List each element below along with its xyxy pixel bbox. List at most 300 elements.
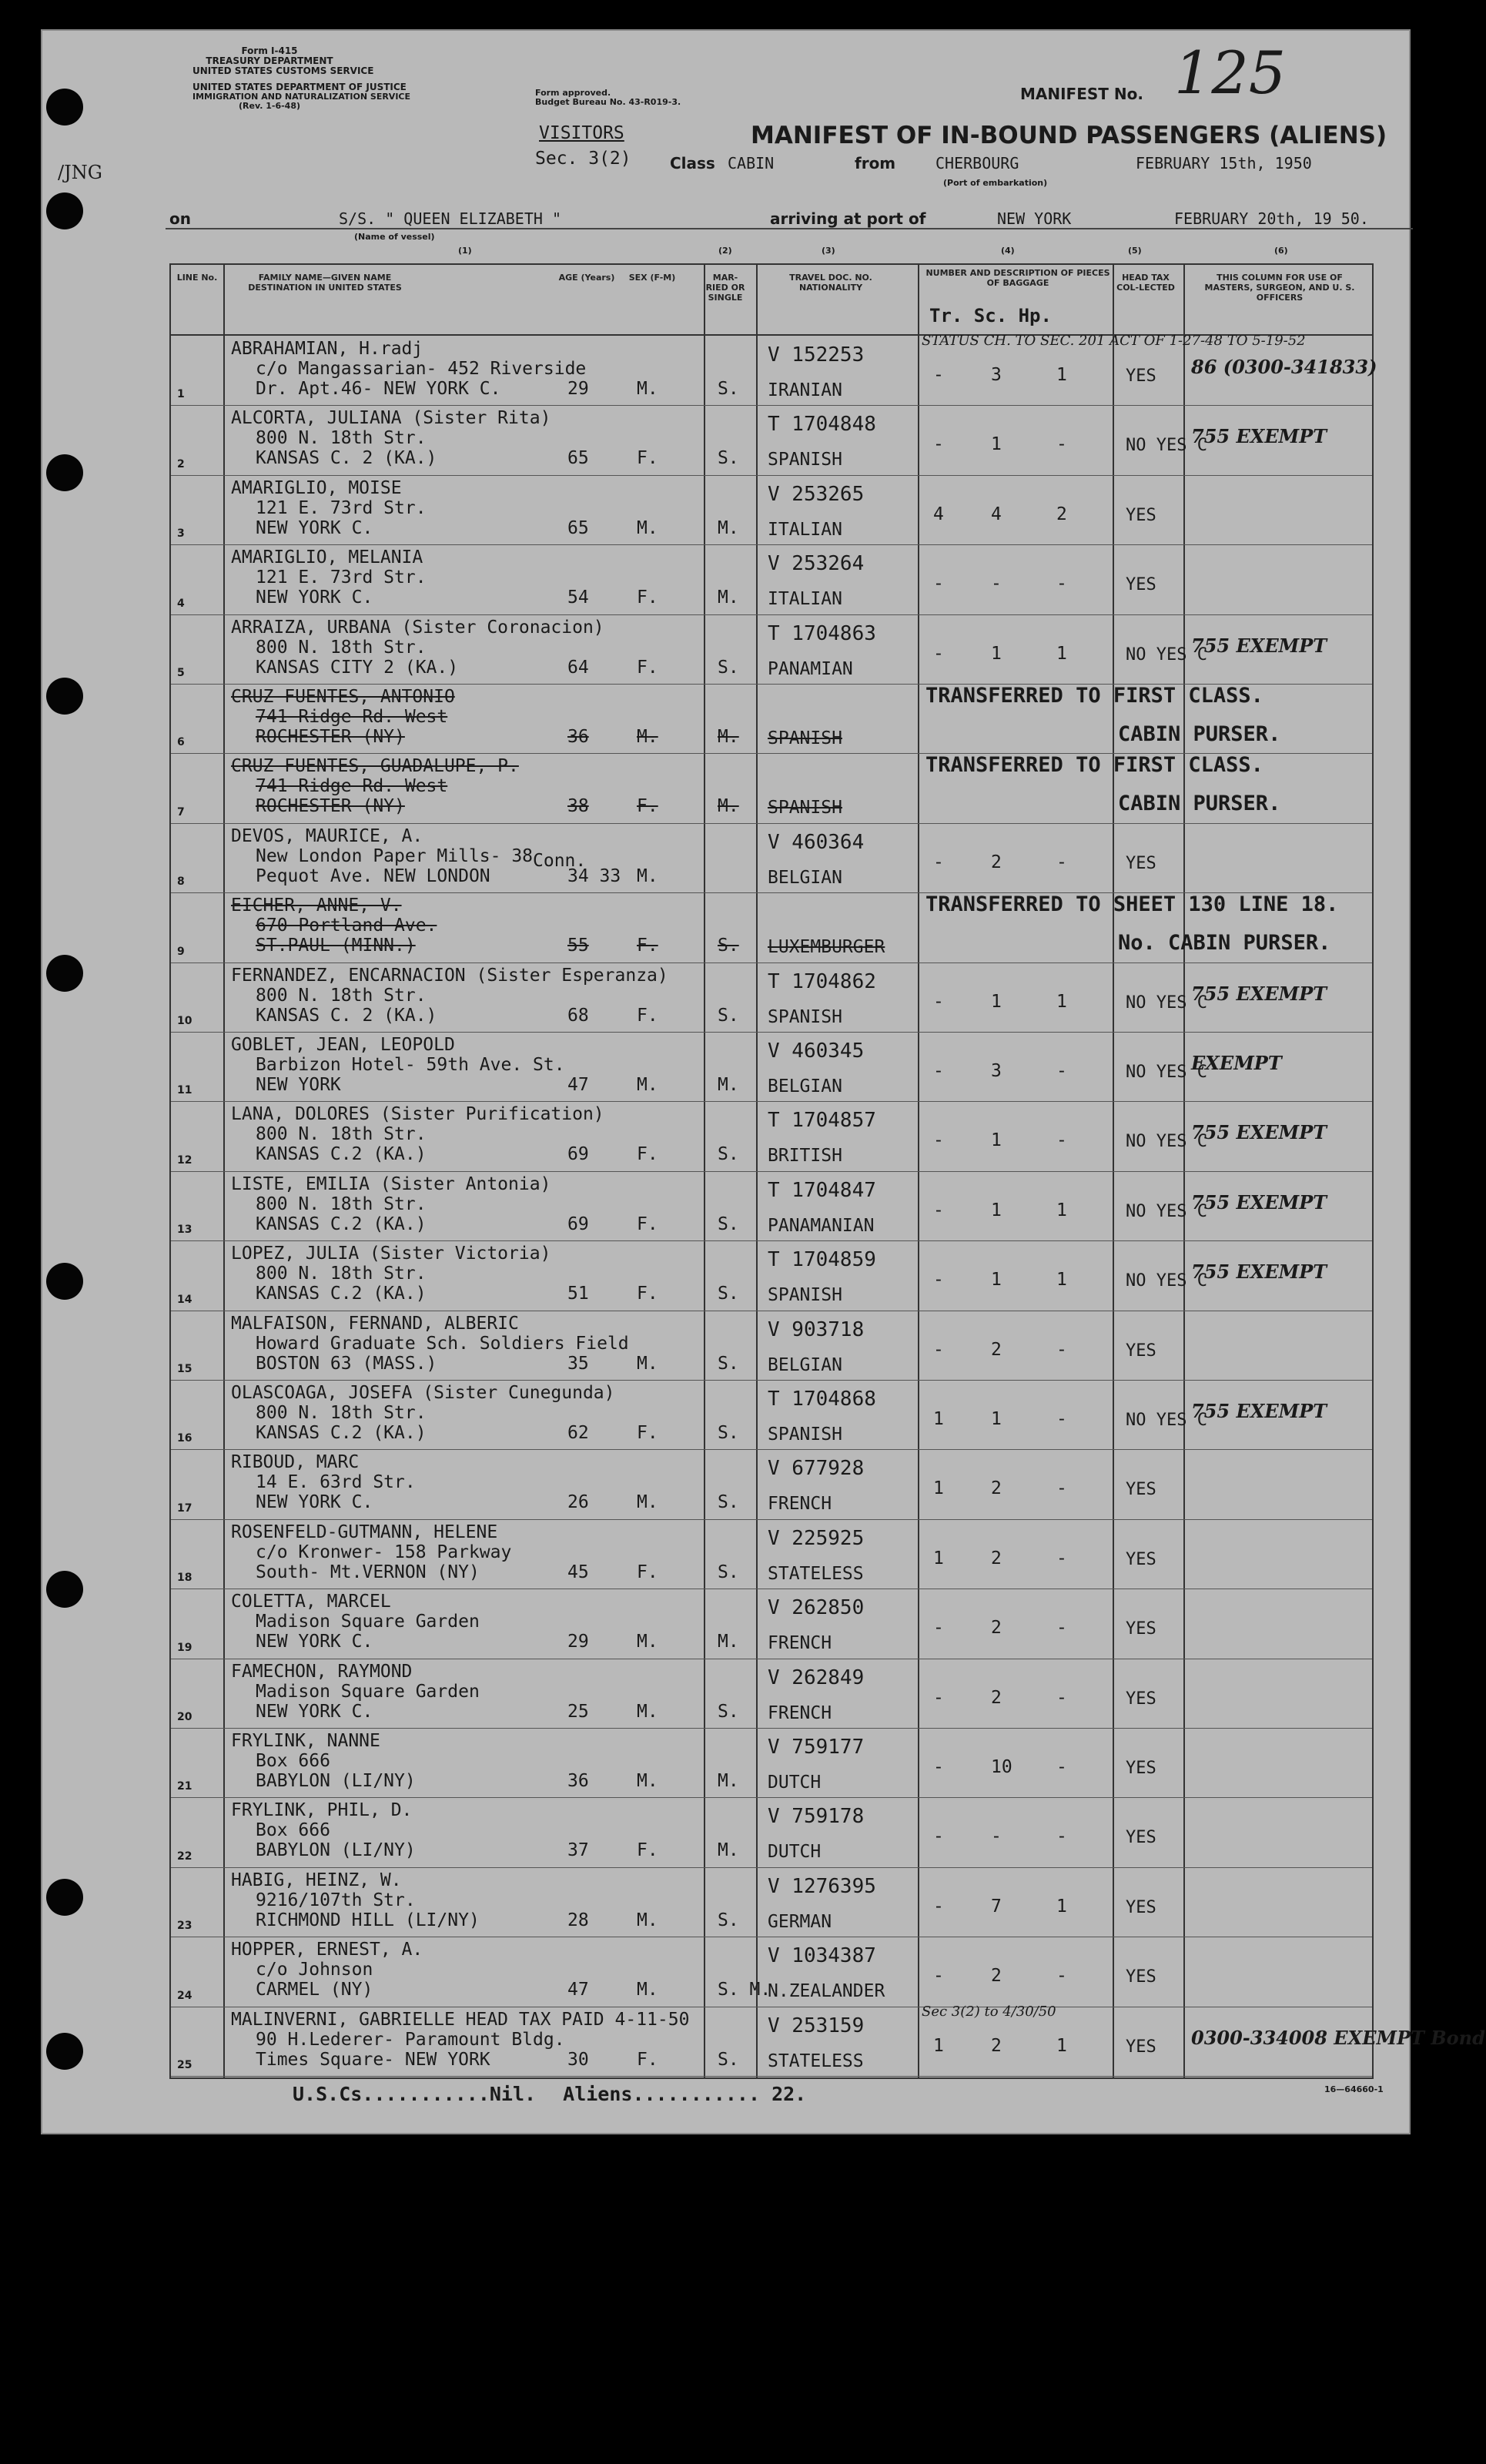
on-label: on — [169, 209, 191, 228]
baggage-hp: - — [1056, 1130, 1067, 1151]
manifest-no-label: MANIFEST No. — [1020, 85, 1143, 103]
header-line-no: LINE No. — [176, 273, 218, 283]
baggage-sc: 2 — [991, 1478, 1002, 1499]
passenger-name: RIBOUD, MARC — [231, 1452, 360, 1473]
baggage-tr: - — [933, 852, 944, 872]
baggage-sc: - — [991, 574, 1002, 594]
age: 54 — [567, 588, 589, 608]
nationality: PANAMANIAN — [768, 1215, 875, 1236]
travel-doc: V 1034387 — [768, 1944, 876, 1968]
line-number: 25 — [177, 2058, 192, 2071]
visitors-label: VISITORS — [539, 123, 624, 143]
line-number: 13 — [177, 1224, 192, 1237]
age: 34 33 — [567, 865, 621, 886]
travel-doc: V 460345 — [768, 1040, 865, 1063]
passenger-destination: CARMEL (NY) — [256, 1980, 373, 2000]
passenger-address: Box 666 — [256, 1751, 330, 1771]
vessel-name: S/S. " QUEEN ELIZABETH " — [339, 209, 561, 228]
table-row — [171, 684, 1372, 754]
manifest-number: 125 — [1174, 38, 1287, 107]
passenger-address: c/o Mangassarian- 452 Riverside — [256, 359, 587, 379]
line-number: 9 — [177, 945, 185, 958]
header-officers: THIS COLUMN FOR USE OF MASTERS, SURGEON, AND U. S. OFFICERS — [1204, 273, 1355, 303]
table-row — [171, 1937, 1372, 2007]
sex: M. — [637, 1075, 658, 1095]
table-row — [171, 2003, 1485, 2077]
line-number: 14 — [177, 1293, 192, 1306]
baggage-sc: 2 — [991, 1618, 1002, 1639]
table-row — [171, 1311, 1372, 1381]
age: 68 — [567, 1005, 589, 1026]
line-number: 19 — [177, 1641, 192, 1654]
age: 38 — [567, 796, 589, 817]
baggage-hp: - — [1056, 1826, 1067, 1847]
row-annotation: TRANSFERRED TO SHEET 130 LINE 18. — [925, 892, 1339, 917]
sex: M. — [637, 865, 658, 886]
travel-doc: V 253159 — [768, 2014, 865, 2037]
sex: F. — [637, 936, 658, 956]
passenger-name: LANA, DOLORES (Sister Purification) — [231, 1104, 604, 1125]
age: 64 — [567, 657, 589, 678]
line-number: 15 — [177, 1362, 192, 1375]
age: 36 — [567, 727, 589, 747]
sex: F. — [637, 657, 658, 678]
table-row — [171, 1171, 1372, 1241]
table-row — [171, 1797, 1372, 1867]
table-row — [171, 823, 1372, 893]
baggage-sc: 2 — [991, 1548, 1002, 1568]
passenger-address: Madison Square Garden — [256, 1612, 480, 1632]
passenger-name: DEVOS, MAURICE, A. — [231, 825, 423, 846]
nationality: STATELESS — [768, 1563, 864, 1584]
printer-code: 16—64660-1 — [1324, 2084, 1384, 2094]
col-num-2: (2) — [718, 246, 732, 256]
uscs-total: U.S.Cs...........Nil. — [293, 2083, 537, 2105]
passenger-address: Barbizon Hotel- 59th Ave. St. — [256, 1055, 565, 1075]
baggage-tr: - — [933, 1966, 944, 1987]
punch-hole — [46, 192, 83, 229]
sex: M. — [637, 1701, 658, 1722]
marital-status: M. — [718, 588, 739, 608]
purser-annotation: No. CABIN PURSER. — [1118, 931, 1331, 956]
head-tax: YES — [1126, 1619, 1156, 1639]
line-number: 12 — [177, 1153, 192, 1167]
line-number: 4 — [177, 597, 185, 610]
nationality: DUTCH — [768, 1842, 822, 1863]
baggage-hp: - — [1056, 574, 1067, 594]
baggage-sc: 2 — [991, 852, 1002, 872]
head-tax: YES — [1126, 1967, 1156, 1987]
age: 29 — [567, 379, 589, 399]
table-row — [171, 614, 1372, 685]
baggage-tr: - — [933, 1757, 944, 1777]
head-tax: NO YES C — [1126, 993, 1207, 1013]
class-value: CABIN — [728, 154, 775, 172]
travel-doc: T 1704847 — [768, 1178, 876, 1202]
line-number: 22 — [177, 1850, 192, 1863]
table-row — [171, 405, 1372, 475]
travel-doc: V 225925 — [768, 1526, 865, 1550]
passenger-address: 800 N. 18th Str. — [256, 428, 427, 449]
manifest-title: MANIFEST OF IN-BOUND PASSENGERS (ALIENS) — [751, 122, 1387, 149]
passenger-destination: KANSAS CITY 2 (KA.) — [256, 657, 459, 678]
baggage-sc: 1 — [991, 1270, 1002, 1291]
from-port: CHERBOURG — [935, 154, 1019, 172]
marital-status: S. — [718, 1144, 739, 1165]
baggage-hp: - — [1056, 1478, 1067, 1499]
head-tax: YES — [1126, 575, 1156, 595]
footer-totals — [293, 2083, 806, 2105]
arriving-label: arriving at port of — [770, 209, 926, 228]
passenger-destination: KANSAS C.2 (KA.) — [256, 1284, 427, 1304]
marital-status: S. — [718, 1005, 739, 1026]
age: 29 — [567, 1632, 589, 1652]
baggage-hp: 1 — [1056, 643, 1067, 664]
nationality: GERMAN — [768, 1911, 832, 1932]
sex: F. — [637, 588, 658, 608]
age: 65 — [567, 517, 589, 538]
head-tax: YES — [1126, 853, 1156, 873]
age: 51 — [567, 1284, 589, 1304]
passenger-name: FAMECHON, RAYMOND — [231, 1661, 413, 1682]
baggage-hp: - — [1056, 1687, 1067, 1708]
passenger-name: MALINVERNI, GABRIELLE HEAD TAX PAID 4-11-50 — [231, 2009, 690, 2030]
passenger-name: FRYLINK, PHIL, D. — [231, 1800, 413, 1821]
age: 69 — [567, 1144, 589, 1165]
baggage-hp: 2 — [1056, 504, 1067, 524]
header-travel-doc: TRAVEL DOC. NO. NATIONALITY — [789, 273, 872, 293]
passenger-address: c/o Johnson — [256, 1960, 373, 1980]
table-row — [171, 544, 1372, 614]
header-married: MAR-RIED OR SINGLE — [705, 273, 745, 303]
line-number: 23 — [177, 1920, 192, 1933]
table-header — [171, 265, 1372, 336]
baggage-tr: - — [933, 365, 944, 385]
sex: F. — [637, 1423, 658, 1443]
passenger-address: Howard Graduate Sch. Soldiers Field — [256, 1333, 629, 1354]
nationality: FRENCH — [768, 1702, 832, 1723]
baggage-sc: 7 — [991, 1896, 1002, 1917]
baggage-sc: - — [991, 1826, 1002, 1847]
passenger-address: 800 N. 18th Str. — [256, 1194, 427, 1214]
passenger-destination: BABYLON (LI/NY) — [256, 1840, 416, 1861]
marital-status: M. — [718, 727, 739, 747]
header-head-tax: HEAD TAX COL-LECTED — [1116, 273, 1175, 293]
nationality: FRENCH — [768, 1494, 832, 1515]
table-row — [171, 333, 1377, 406]
head-tax: NO YES C — [1126, 436, 1207, 456]
baggage-tr: - — [933, 991, 944, 1012]
passenger-address: Box 666 — [256, 1820, 330, 1841]
baggage-tr: - — [933, 1687, 944, 1708]
purser-annotation: CABIN PURSER. — [1118, 722, 1281, 746]
line-number: 20 — [177, 1710, 192, 1723]
head-tax: YES — [1126, 505, 1156, 525]
baggage-tr: - — [933, 574, 944, 594]
head-tax: NO YES C — [1126, 1201, 1207, 1221]
nationality: FRENCH — [768, 1633, 832, 1654]
state-correction: Conn. — [533, 850, 587, 871]
sex: M. — [637, 1353, 658, 1374]
passenger-name: ROSENFELD-GUTMANN, HELENE — [231, 1522, 498, 1542]
class-label: Class — [670, 154, 715, 172]
travel-doc: T 1704868 — [768, 1388, 876, 1411]
punch-hole — [46, 678, 83, 715]
head-tax: NO YES C — [1126, 1411, 1207, 1430]
travel-doc: T 1704859 — [768, 1248, 876, 1272]
table-row — [171, 753, 1372, 823]
passenger-address: New London Paper Mills- 38 — [256, 845, 534, 866]
age: 62 — [567, 1423, 589, 1443]
table-row — [171, 892, 1372, 962]
punch-hole — [46, 955, 83, 992]
table-row — [171, 1519, 1372, 1589]
baggage-sc: 10 — [991, 1757, 1012, 1777]
head-tax: YES — [1126, 1759, 1156, 1778]
col-num-5: (5) — [1128, 246, 1142, 256]
age: 28 — [567, 1910, 589, 1930]
punch-hole — [46, 2033, 83, 2070]
line-number: 6 — [177, 736, 185, 749]
marital-status: M. — [718, 1840, 739, 1861]
sex: M. — [637, 727, 658, 747]
baggage-hp: 1 — [1056, 365, 1067, 385]
form-id: Form I-415 TREASURY DEPARTMENT UNITED STATES CUSTOMS SERVICE UNITED STATES DEPARTMENT OF JUSTICE IMMIGRATION AND NATURALIZATION SERVICE (Rev. 1-6-48) — [192, 45, 411, 111]
table-row — [171, 1867, 1372, 1937]
baggage-sc: 2 — [991, 1966, 1002, 1987]
baggage-sc: 2 — [991, 1687, 1002, 1708]
passenger-destination: BOSTON 63 (MASS.) — [256, 1353, 437, 1374]
passenger-table — [169, 263, 1485, 2079]
passenger-destination: KANSAS C.2 (KA.) — [256, 1144, 427, 1165]
sex: F. — [637, 1005, 658, 1026]
baggage-tr: - — [933, 1826, 944, 1847]
travel-doc: T 1704863 — [768, 621, 876, 645]
nationality: N.ZEALANDER — [768, 1981, 885, 2002]
marital-status: M. — [718, 1771, 739, 1791]
age: 47 — [567, 1980, 589, 2000]
sex: M. — [637, 379, 658, 399]
passenger-destination: NEW YORK C. — [256, 517, 373, 538]
punch-hole — [46, 89, 83, 126]
officer-notes: 755 EXEMPT — [1191, 425, 1327, 448]
nationality: STATELESS — [768, 2051, 864, 2071]
marital-status: S. — [718, 1423, 739, 1443]
head-tax: YES — [1126, 1689, 1156, 1709]
passenger-name: ABRAHAMIAN, H.radj — [231, 339, 423, 359]
table-row — [171, 1589, 1372, 1659]
nationality: SPANISH — [768, 1285, 842, 1306]
nationality: BELGIAN — [768, 1354, 842, 1375]
sex: F. — [637, 1144, 658, 1165]
travel-doc: V 677928 — [768, 1457, 865, 1481]
age: 30 — [567, 2049, 589, 2070]
passenger-name: AMARIGLIO, MELANIA — [231, 547, 423, 568]
passenger-address: 14 E. 63rd Str. — [256, 1472, 416, 1493]
row-annotation: TRANSFERRED TO FIRST CLASS. — [925, 684, 1263, 708]
nationality: LUXEMBURGER — [768, 937, 885, 958]
baggage-hp: - — [1056, 434, 1067, 455]
marital-status: S. — [718, 448, 739, 469]
officer-notes: 86 (0300-341833) — [1191, 356, 1377, 378]
line-number: 5 — [177, 666, 185, 679]
travel-doc: V 262849 — [768, 1666, 865, 1689]
sex: M. — [637, 1492, 658, 1513]
table-row — [171, 1380, 1372, 1450]
baggage-hp: - — [1056, 1966, 1067, 1987]
marital-status: M. — [718, 1075, 739, 1095]
baggage-sc: 1 — [991, 1130, 1002, 1151]
travel-doc: V 262850 — [768, 1596, 865, 1620]
line-number: 7 — [177, 805, 185, 819]
line-number: 11 — [177, 1084, 192, 1097]
marital-status: S. — [718, 936, 739, 956]
nationality: SPANISH — [768, 1006, 842, 1027]
marital-status: S. — [718, 2049, 739, 2070]
punch-hole — [46, 454, 83, 491]
passenger-name: LISTE, EMILIA (Sister Antonia) — [231, 1173, 551, 1194]
baggage-tr: - — [933, 643, 944, 664]
marital-status: S. — [718, 1562, 739, 1582]
passenger-name: OLASCOAGA, JOSEFA (Sister Cunegunda) — [231, 1383, 615, 1403]
baggage-tr: 1 — [933, 1478, 944, 1499]
header-baggage: NUMBER AND DESCRIPTION OF PIECES OF BAGGAGE — [925, 268, 1110, 288]
passenger-destination: KANSAS C.2 (KA.) — [256, 1423, 427, 1443]
line-number: 17 — [177, 1502, 192, 1515]
baggage-tr: - — [933, 1061, 944, 1081]
passenger-address: 800 N. 18th Str. — [256, 1124, 427, 1145]
col-num-3: (3) — [822, 246, 835, 256]
passenger-address: 800 N. 18th Str. — [256, 1264, 427, 1284]
nationality: BELGIAN — [768, 1076, 842, 1096]
table-row — [171, 1449, 1372, 1519]
passenger-destination: KANSAS C.2 (KA.) — [256, 1214, 427, 1234]
nationality: SPANISH — [768, 798, 842, 819]
passenger-destination: NEW YORK C. — [256, 1632, 373, 1652]
marital-status: S. M. — [718, 1980, 771, 2000]
age: 45 — [567, 1562, 589, 1582]
section-label: Sec. 3(2) — [535, 149, 631, 169]
passenger-name: CRUZ FUENTES, GUADALUPE, P. — [231, 756, 519, 777]
passenger-name: FRYLINK, NANNE — [231, 1731, 380, 1751]
passenger-address: 121 E. 73rd Str. — [256, 497, 427, 518]
baggage-sc: 1 — [991, 991, 1002, 1012]
sex: M. — [637, 1980, 658, 2000]
officer-notes: 755 EXEMPT — [1191, 982, 1327, 1005]
marital-status: M. — [718, 796, 739, 817]
baggage-sc: 3 — [991, 365, 1002, 385]
baggage-tr: 1 — [933, 2035, 944, 2056]
arrival-port: NEW YORK — [997, 209, 1072, 228]
budget-approval: Form approved. Budget Bureau No. 43-R019-3. — [535, 88, 681, 107]
passenger-destination: Dr. Apt.46- NEW YORK C. — [256, 379, 501, 399]
header-sex: SEX (F-M) — [628, 273, 676, 283]
passenger-address: 90 H.Lederer- Paramount Bldg. — [256, 2029, 565, 2050]
passenger-name: MALFAISON, FERNAND, ALBERIC — [231, 1313, 519, 1334]
arrival-date: FEBRUARY 20th, 19 50. — [1174, 209, 1369, 228]
nationality: SPANISH — [768, 450, 842, 470]
row-annotation: STATUS CH. TO SEC. 201 ACT OF 1-27-48 TO 5-19-52 — [922, 333, 1306, 349]
passenger-name: COLETTA, MARCEL — [231, 1592, 391, 1612]
baggage-hp: 1 — [1056, 1200, 1067, 1220]
baggage-tr: 1 — [933, 1548, 944, 1568]
sex: F. — [637, 1840, 658, 1861]
passenger-address: 800 N. 18th Str. — [256, 637, 427, 658]
head-tax: NO YES C — [1126, 1132, 1207, 1152]
baggage-hp: - — [1056, 1548, 1067, 1568]
table-row — [171, 475, 1372, 545]
baggage-tr: - — [933, 1618, 944, 1639]
head-tax: NO YES C — [1126, 1063, 1207, 1082]
passenger-destination: BABYLON (LI/NY) — [256, 1771, 416, 1791]
table-row — [171, 1240, 1372, 1311]
marital-status: S. — [718, 1284, 739, 1304]
head-tax: NO YES C — [1126, 644, 1207, 665]
travel-doc: V 1276395 — [768, 1874, 876, 1898]
travel-doc: V 152253 — [768, 343, 865, 367]
age: 35 — [567, 1353, 589, 1374]
age: 47 — [567, 1075, 589, 1095]
head-tax: YES — [1126, 2037, 1156, 2057]
nationality: BRITISH — [768, 1146, 842, 1167]
baggage-sc: 1 — [991, 1409, 1002, 1429]
marital-status: S. — [718, 1492, 739, 1513]
line-number: 10 — [177, 1014, 192, 1027]
age: 69 — [567, 1214, 589, 1234]
baggage-hp: 1 — [1056, 991, 1067, 1012]
passenger-destination: Pequot Ave. NEW LONDON — [256, 865, 490, 886]
head-tax: YES — [1126, 1897, 1156, 1917]
nationality: IRANIAN — [768, 380, 842, 400]
aliens-total: Aliens........... 22. — [563, 2083, 807, 2105]
passenger-address: 121 E. 73rd Str. — [256, 567, 427, 588]
sex: F. — [637, 1562, 658, 1582]
head-tax: NO YES C — [1126, 1271, 1207, 1291]
baggage-tr: 1 — [933, 1409, 944, 1429]
punch-hole — [46, 1879, 83, 1916]
passenger-address: 800 N. 18th Str. — [256, 985, 427, 1006]
row-annotation: TRANSFERRED TO FIRST CLASS. — [925, 753, 1263, 778]
marital-status: S. — [718, 1353, 739, 1374]
head-tax: YES — [1126, 1341, 1156, 1361]
baggage-sc: 1 — [991, 434, 1002, 455]
baggage-hp: - — [1056, 1061, 1067, 1081]
travel-doc: V 759178 — [768, 1805, 865, 1829]
line-number: 24 — [177, 1989, 192, 2002]
baggage-hp: - — [1056, 1409, 1067, 1429]
travel-doc: T 1704857 — [768, 1109, 876, 1133]
officer-notes: EXEMPT — [1191, 1052, 1282, 1074]
nationality: SPANISH — [768, 728, 842, 748]
initials: /JNG — [58, 162, 102, 183]
sex: F. — [637, 448, 658, 469]
baggage-sc: 4 — [991, 504, 1002, 524]
travel-doc: T 1704848 — [768, 413, 876, 437]
passenger-address: 800 N. 18th Str. — [256, 1403, 427, 1423]
passenger-name: ALCORTA, JULIANA (Sister Rita) — [231, 408, 551, 429]
head-tax: YES — [1126, 1828, 1156, 1848]
marital-status: S. — [718, 1701, 739, 1722]
baggage-tr: 4 — [933, 504, 944, 524]
punch-hole — [46, 1571, 83, 1608]
passenger-destination: NEW YORK C. — [256, 588, 373, 608]
passenger-address: 9216/107th Str. — [256, 1890, 416, 1910]
passenger-destination: NEW YORK C. — [256, 1492, 373, 1513]
line-number: 21 — [177, 1780, 192, 1793]
age: 25 — [567, 1701, 589, 1722]
nationality: PANAMIAN — [768, 658, 853, 679]
nationality: DUTCH — [768, 1773, 822, 1793]
